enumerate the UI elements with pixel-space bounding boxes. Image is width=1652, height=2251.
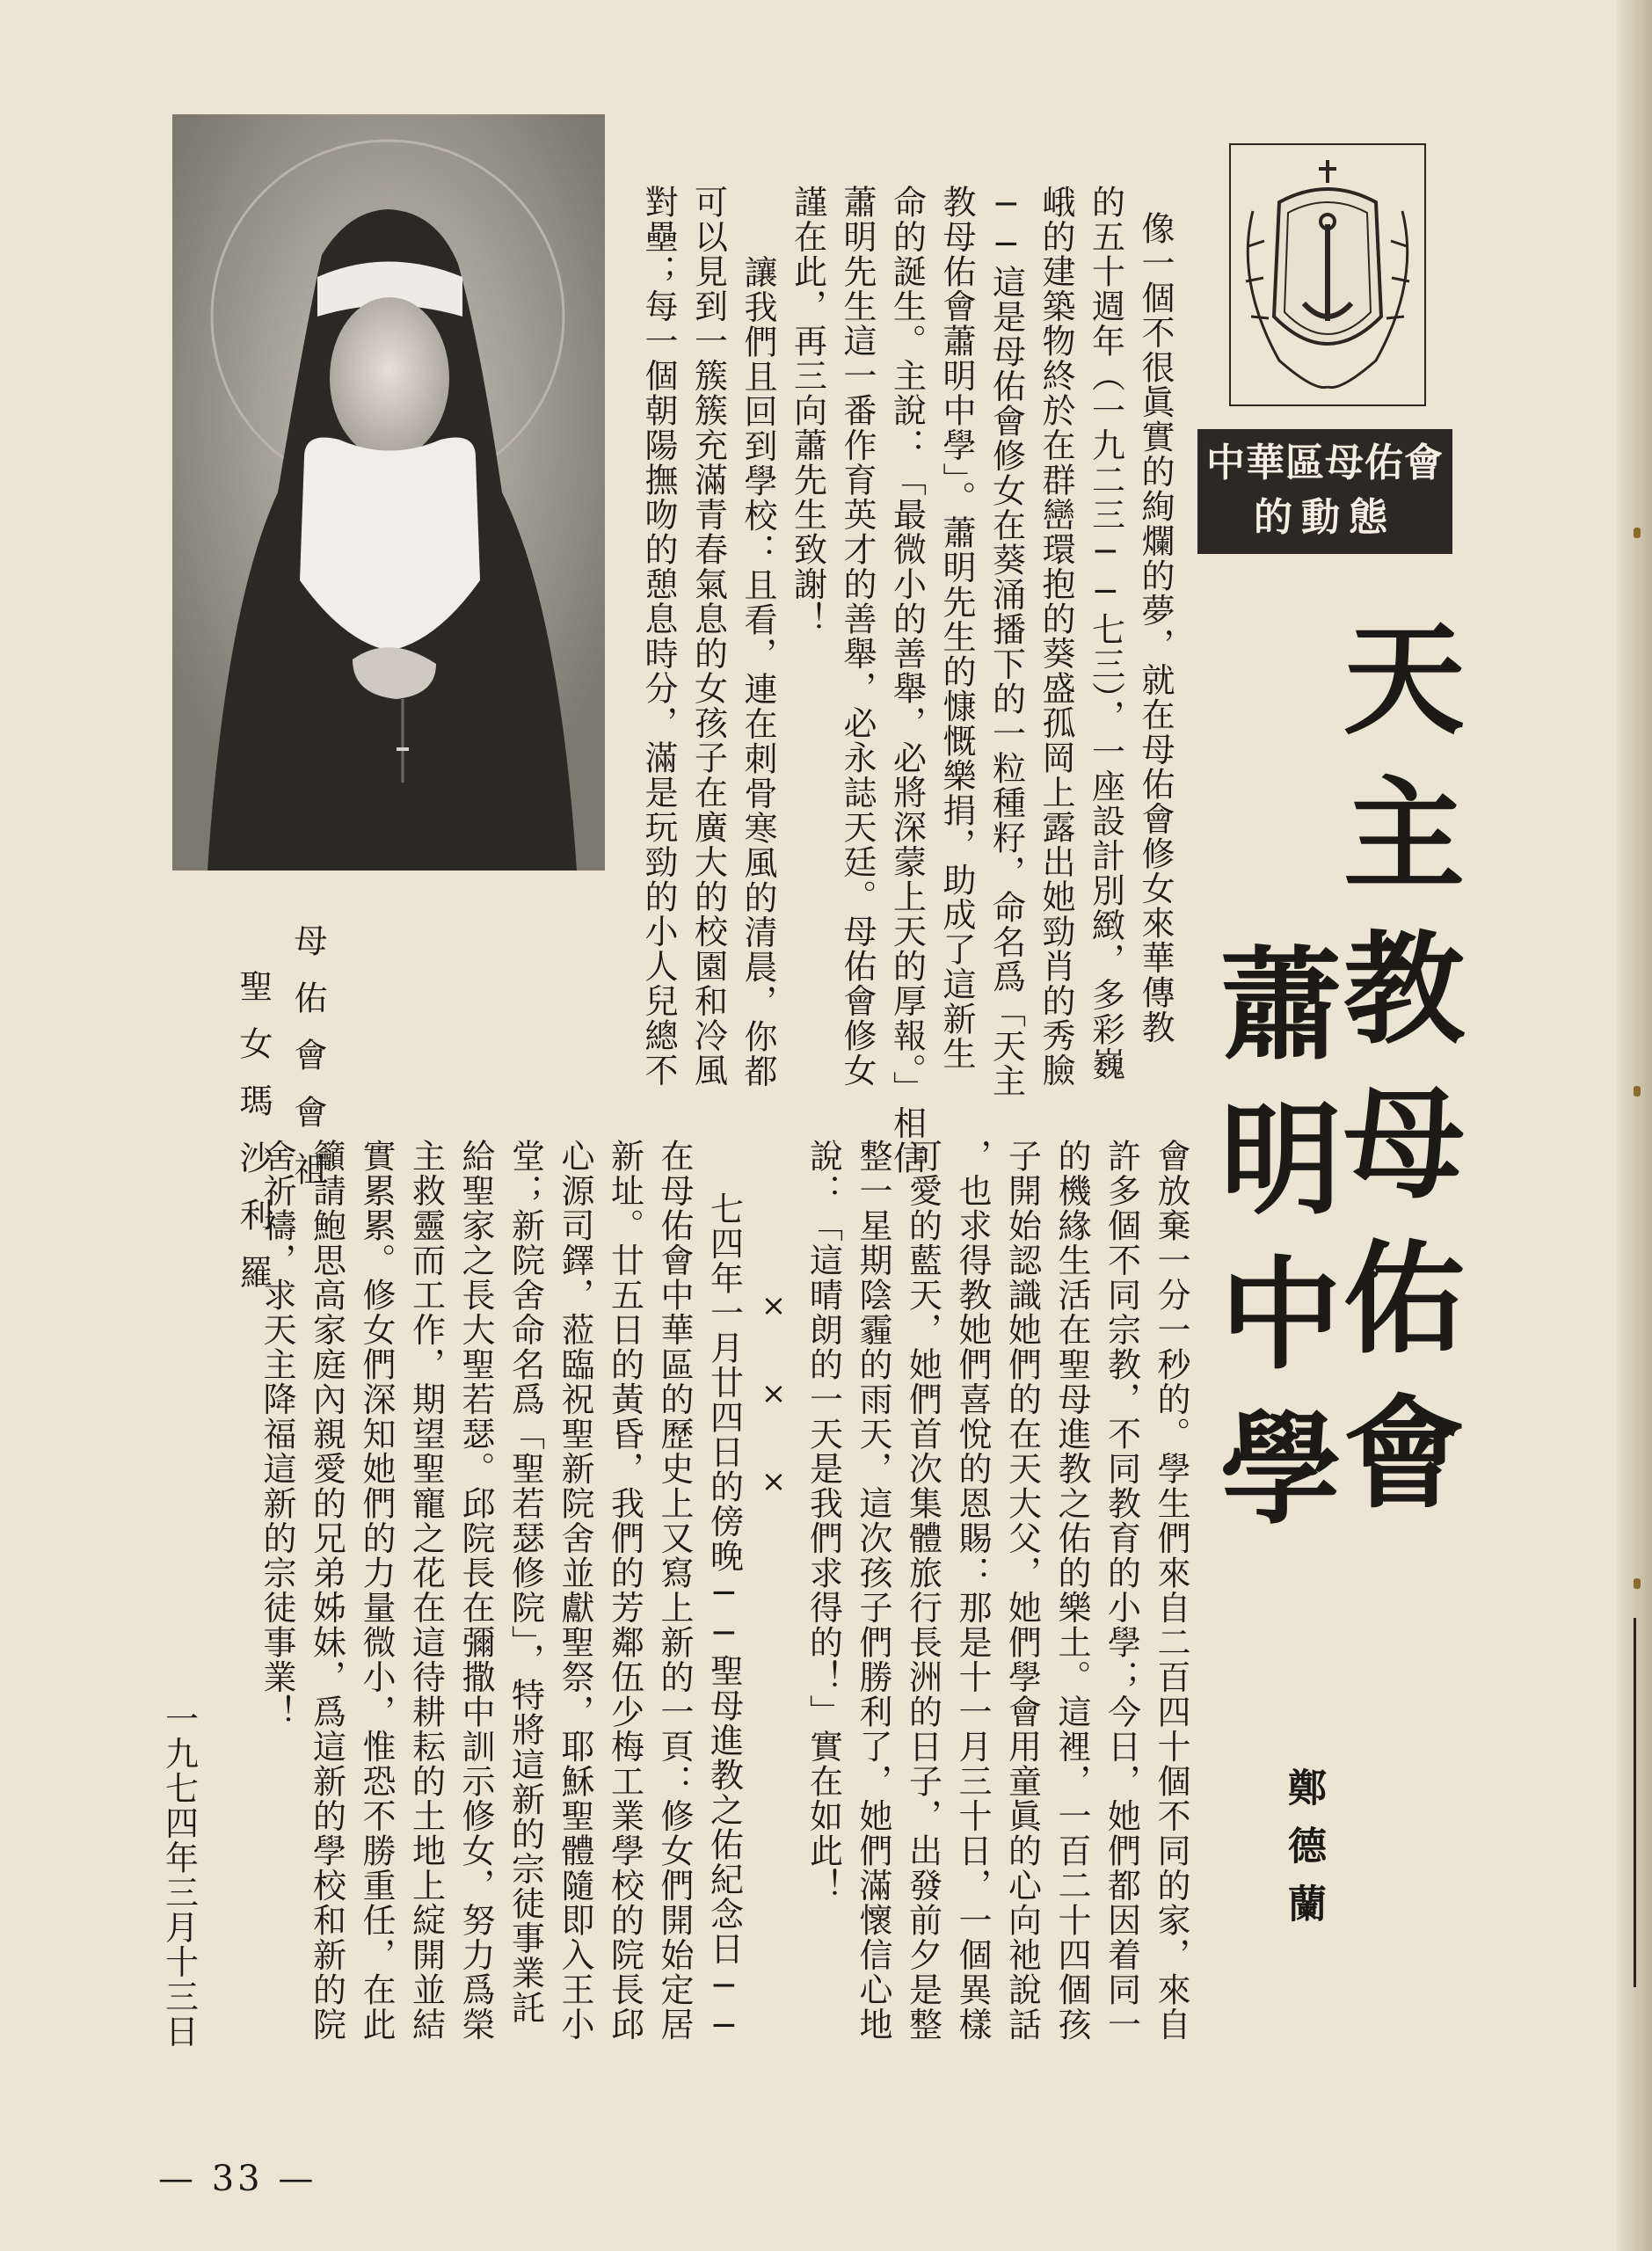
para-bottom-13: 堂；新院舍命名爲「聖若瑟修院」，特將這新的宗徒事業託 [506, 1139, 545, 2025]
para-top-4: ──這是母佑會修女在葵涌播下的一粒種籽，命名爲「天主 [986, 185, 1026, 1098]
para-bottom-12: 心源司鐸，蒞臨祝聖新院舍並獻聖祭，耶穌聖體隨即入王小 [556, 1139, 594, 2042]
title-line2: 蕭明中學 [1200, 941, 1342, 1560]
para-bottom-10: 在母佑會中華區的歷史上又寫上新的一頁：修女們開始定居 [655, 1139, 694, 2042]
title-line1: 天主教母佑會 [1323, 616, 1465, 1544]
para-bottom-5: ，也求得教她們喜悅的恩賜：那是十一月三十日，一個異樣 [953, 1139, 992, 2042]
caption-line1: 母佑會會祖 [288, 923, 327, 1209]
para-bottom-2: 許多個不同宗教，不同教育的小學；今日，她們都因着同一 [1102, 1139, 1141, 2042]
para-top-5: 教母佑會蕭明中學」。蕭明先生的慷慨樂捐，助成了這新生 [937, 185, 976, 1071]
article-bottom [202, 1139, 1196, 2106]
para-bottom-16: 實累累。修女們深知她們的力量微小，惟恐不勝重任，在此 [357, 1139, 396, 2042]
nun-portrait-image [172, 114, 605, 871]
para-top-7: 蕭明先生這一番作育英才的善舉，必永誌天廷。母佑會修女 [838, 185, 877, 1088]
para-bottom-15: 主救靈而工作，期望聖寵之花在這待耕耘的土地上綻開並結 [406, 1139, 446, 2042]
para-top-2: 的五十週年（一九二三──七三），一座設計別緻，多彩巍 [1086, 185, 1125, 1082]
badge-line1: 中華區母佑會 [1206, 441, 1444, 485]
para-top-11: 對壘；每一個朝陽撫吻的憩息時分，滿是玩勁的小人兒總不 [639, 185, 678, 1088]
author: 鄭德蘭 [1281, 1767, 1326, 1941]
margin-mark [1634, 1086, 1641, 1096]
para-top-9: 讓我們且回到學校：且看，連在刺骨寒風的清晨，你都 [739, 255, 777, 1089]
salesian-emblem-icon [1226, 141, 1429, 409]
section-badge [1197, 429, 1452, 554]
page-edge-line [1634, 1618, 1636, 1987]
margin-mark [1634, 1578, 1641, 1589]
para-bottom-1: 會放棄一分一秒的。學生們來自二百四十個不同的家，來自 [1152, 1139, 1190, 2042]
para-top-3: 峨的建築物終於在群巒環抱的葵盛孤岡上露出她勁肖的秀臉 [1037, 185, 1075, 1088]
para-bottom-4: 子開始認識她們的在天大父，她們學會用童眞的心向祂說話 [1002, 1139, 1042, 2042]
para-top-6: 命的誕生。主說：「最微小的善舉，必將深蒙上天的厚報。」相信 [887, 185, 927, 1176]
founder-photo [172, 114, 605, 871]
badge-line2: 的動態 [1254, 495, 1396, 540]
para-bottom-3: 的機緣生活在聖母進教之佑的樂土。這裡，一百二十四個孩 [1052, 1139, 1091, 2042]
page-number: — 33 — [158, 2159, 317, 2199]
date-line: 一九七四年三月十三日 [159, 1701, 199, 2049]
caption-line2: 聖女瑪沙利羅 [234, 969, 273, 1312]
article-top [635, 185, 1180, 1176]
para-top-10: 可以見到一簇簇充滿青春氣息的女孩子在廣大的校園和冷風 [688, 185, 728, 1088]
margin-mark [1634, 528, 1641, 538]
para-bottom-6: 可愛的藍天，她們首次集體旅行長洲的日子，出發前夕是整 [903, 1139, 942, 2042]
para-bottom-9: 七四年一月廿四日的傍晚──聖母進教之佑紀念日── [704, 1191, 744, 2046]
para-bottom-18: 舍祈禱，求天主降福這新的宗徒事業！ [258, 1139, 296, 1730]
para-bottom-11: 新址。廿五日的黃昏，我們的芳鄰伍少梅工業學校的院長邱 [605, 1139, 644, 2042]
para-bottom-14: 給聖家之長大聖若瑟。邱院長在彌撒中訓示修女，努力爲榮 [456, 1139, 495, 2042]
para-top-8: 謹在此，再三向蕭先生致謝！ [788, 185, 827, 637]
section-marks: ××× [756, 1288, 791, 1552]
para-top-1: 像一個不很眞實的絢爛的夢，就在母佑會修女來華傳教 [1136, 211, 1175, 1045]
para-bottom-8: 說：「這晴朗的一天是我們求得的！」實在如此！ [804, 1139, 843, 1903]
para-bottom-7: 整一星期陰霾的雨天，這次孩子們勝利了，她們滿懷信心地 [854, 1139, 892, 2042]
para-bottom-17: 籲請鮑思高家庭內親愛的兄弟姊妹，爲這新的學校和新的院 [307, 1139, 346, 2042]
